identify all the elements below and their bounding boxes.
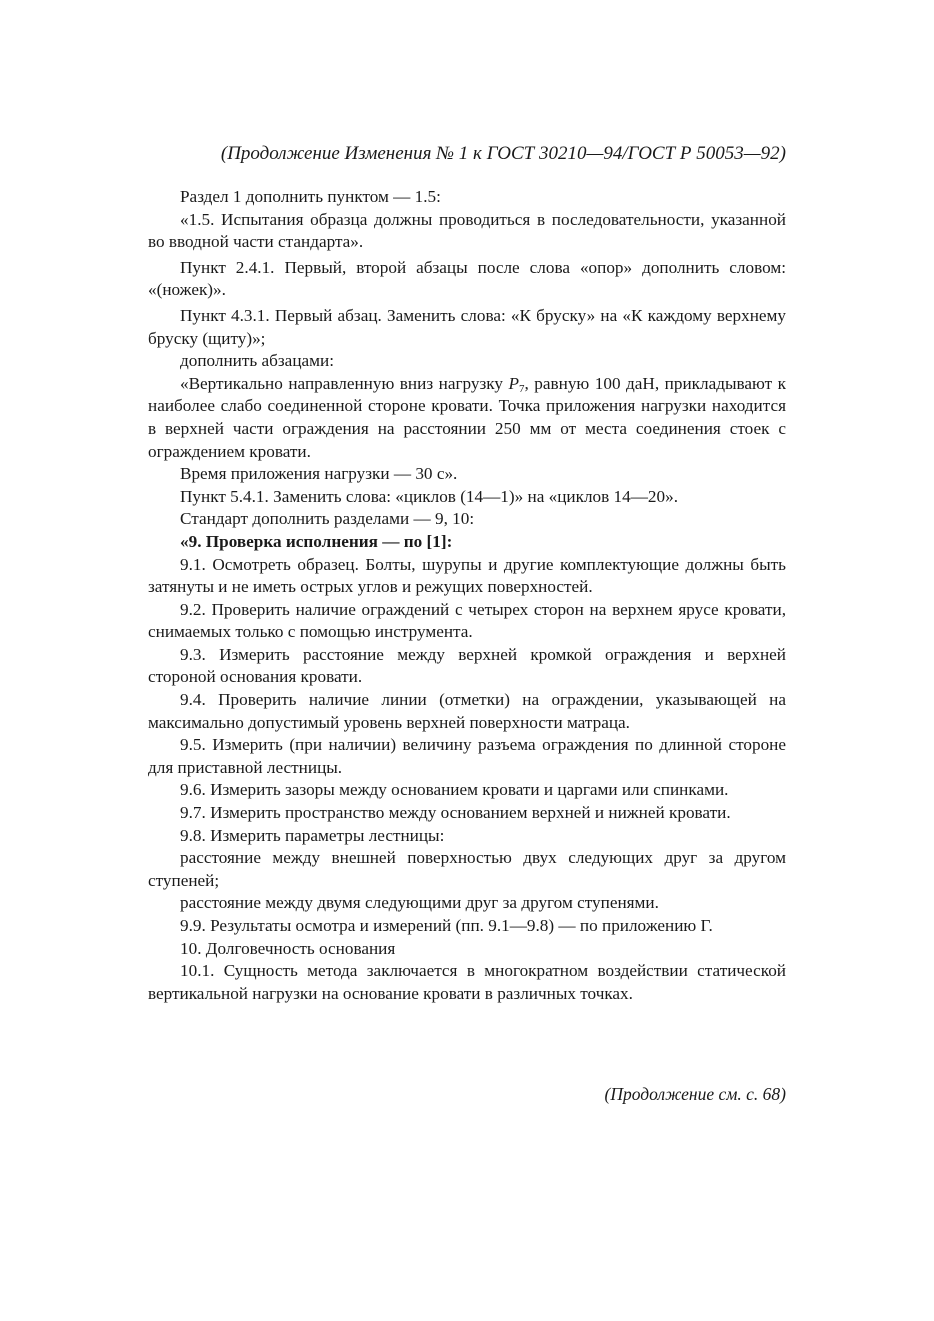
text-run: , равную 100 даН, прикладывают к наиболее слабо соединенной стороне кровати. Точка приложения нагрузки находится в верхней части ограждения на расстоянии 250 мм от места соединения стоек с ограждением кровати.: [148, 373, 786, 461]
paragraph: 9.6. Измерить зазоры между основанием кровати и царгами или спинками.: [180, 780, 729, 800]
paragraph: расстояние между внешней поверхностью двух следующих друг за другом ступеней;: [148, 848, 786, 890]
paragraph: 9.3. Измерить расстояние между верхней кромкой ограждения и верхней стороной основания кровати.: [148, 644, 786, 687]
paragraph: «1.5. Испытания образца должны проводиться в последовательности, указанной во вводной части стандарта».: [148, 209, 786, 252]
paragraph: 9.2. Проверить наличие ограждений с четырех сторон на верхнем ярусе кровати, снимаемых только с помощью инструмента.: [148, 599, 786, 642]
paragraph: 9.4. Проверить наличие линии (отметки) на ограждении, указывающей на максимально допустимый уровень верхней поверхности матраца.: [148, 690, 786, 732]
paragraph: 9.8. Измерить параметры лестницы:: [180, 825, 445, 845]
paragraph: Стандарт дополнить разделами — 9, 10:: [180, 509, 475, 529]
paragraph: 9.5. Измерить (при наличии) величину разъема ограждения по длинной стороне для приставной лестницы.: [148, 735, 786, 777]
paragraph: 9.1. Осмотреть образец. Болты, шурупы и другие комплектующие должны быть затянуты и не иметь острых углов и режущих поверхностей.: [148, 554, 786, 597]
paragraph: 9.7. Измерить пространство между основанием верхней и нижней кровати.: [180, 803, 731, 823]
paragraph: 10.1. Сущность метода заключается в многократном воздействии статической вертикальной нагрузки на основание кровати в различных точках.: [148, 961, 786, 1003]
paragraph: Пункт 4.3.1. Первый абзац. Заменить слова: «К бруску» на «К каждому верхнему бруску (щиту)»;: [148, 305, 786, 348]
continuation-note: (Продолжение см. с. 68): [604, 1084, 786, 1104]
paragraph: дополнить абзацами:: [180, 351, 334, 371]
paragraph: Раздел 1 дополнить пунктом — 1.5:: [180, 187, 441, 206]
section-heading: [148, 531, 786, 554]
paragraph: 10. Долговечность основания: [180, 938, 396, 958]
text-run: «Вертикально направленную вниз нагрузку: [180, 373, 509, 393]
load-subscript: 7: [518, 382, 525, 395]
section-heading-text: «9. Проверка исполнения — по [1]:: [180, 531, 453, 551]
paragraph: расстояние между двумя следующими друг за другом ступенями.: [180, 893, 659, 913]
paragraph-with-formula: [148, 373, 786, 463]
paragraph: Пункт 2.4.1. Первый, второй абзацы после слова «опор» дополнить словом: «(ножек)».: [148, 257, 786, 300]
paragraph: Время приложения нагрузки — 30 с».: [180, 464, 458, 484]
running-header: (Продолжение Изменения № 1 к ГОСТ 30210—94/ГОСТ Р 50053—92): [220, 143, 786, 164]
paragraph: 9.9. Результаты осмотра и измерений (пп. 9.1—9.8) — по приложению Г.: [180, 916, 713, 935]
paragraph: Пункт 5.4.1. Заменить слова: «циклов (14—1)» на «циклов 14—20».: [180, 486, 679, 506]
document-body: [148, 186, 786, 1005]
load-symbol: P: [508, 373, 519, 393]
